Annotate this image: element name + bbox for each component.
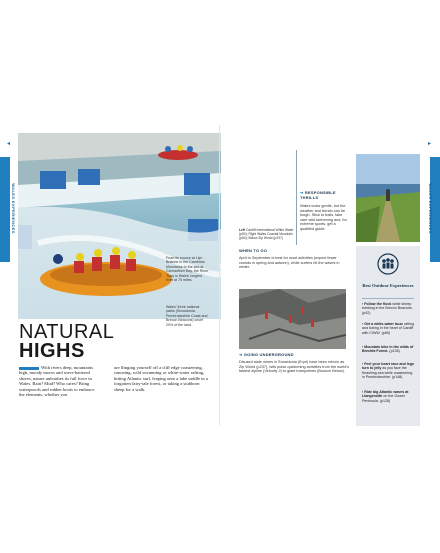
- rafting-photo: [18, 133, 221, 319]
- photo-credit-label: Left: [239, 228, 246, 232]
- left-side-tab-label: WALES EXPERIENCES: [10, 183, 16, 234]
- chevron-left-icon[interactable]: ◂: [7, 141, 11, 147]
- when-to-go-text: April to September is best for most activities (expect fewer crowds in spring and autumn), while surfers hit the waves in winter.: [239, 256, 340, 270]
- going-underground-text: Disused slate mines in Snowdonia (Eryri) have been reborn as Zip World (p237), with pulse-quickening activities from the world's fastest zipline (Velocity 2) to giant trampolines (Bounce Below).: [239, 360, 349, 374]
- arrow-right-icon: ➜: [239, 352, 244, 357]
- intro-text-col1: With rivers deep, mountains high, moody moors and wave-battered shores, nature unleashes its full force in Wales. Rain? Mud? Who cares? Bring waterproofs and rubber boots to embrace the elements, whether you: [19, 365, 95, 398]
- going-underground-heading: [239, 352, 349, 357]
- best-outdoor-item-3: › Mountain bike in the wilds of Brechfa Forest. (p136): [362, 345, 414, 354]
- best-outdoor-item-5: › Ride big Atlantic waves at Llangennith on the Gower Peninsula. (p128): [362, 390, 409, 403]
- responsible-heading-text: RESPONSIBLE THRILLS: [300, 190, 336, 200]
- page-gutter: [219, 125, 220, 425]
- photo-credit-text: Cardiff International White Water (p90); Right Wales Coastal Mountain (p54); Below Zip World (p237): [239, 228, 294, 240]
- arrow-right-icon: ➜: [300, 190, 305, 195]
- best-outdoor-title: Best Outdoor Experiences: [362, 283, 414, 288]
- margin-note-river-towy: From its source at Llyn Brianne in the Cambrian Mountains to the sea at Carmarthen Bay, the River Towy is Wales' longest river at 75 miles.: [166, 256, 209, 283]
- headline-highs: HIGHS: [19, 340, 85, 362]
- responsible-heading: [300, 190, 350, 200]
- best-outdoor-item-1-text: while sheep trekking in the Brecon Beacons. (p92): [362, 302, 413, 315]
- best-outdoor-item-4-text: as you face the thrashing sea while coasteering in Pembrokeshire. (p148): [362, 366, 413, 379]
- best-outdoor-rule: [362, 298, 414, 299]
- best-outdoor-item-1: › Follow the flock while sheep trekking in the Brecon Beacons. (p92): [362, 302, 413, 315]
- photo-credit: [239, 228, 297, 240]
- chevron-right-icon[interactable]: ▸: [428, 141, 432, 147]
- intro-text-col2: are flinging yourself off a cliff edge coasteering, canoeing, wild swimming or white-water rafting, hitting Atlantic surf, leaping onto a lake saddle in a forgotten fairy-tale forest, or taking a stubborn sheep for a walk.: [114, 365, 208, 392]
- people-group-icon: [377, 253, 399, 275]
- best-outdoor-item-5-text: on the Gower Peninsula. (p128): [362, 394, 405, 403]
- best-outdoor-item-2: › Get a white-water buzz rafting and tubing in the heart of Cardiff with CIWW. (p89): [362, 322, 414, 335]
- best-outdoor-item-3-text: (p136): [389, 349, 400, 354]
- best-outdoor-item-3-bold: Mountain bike in the wilds of Brechfa Forest.: [362, 345, 414, 354]
- best-outdoor-item-4-bold: Feel your heart race and legs turn to jelly: [362, 362, 414, 371]
- best-outdoor-item-4: › Feel your heart race and legs turn to jelly as you face the thrashing sea while coasteering in Pembrokeshire. (p148): [362, 362, 414, 379]
- best-outdoor-item-2-text: rafting and tubing in the heart of Cardiff with CIWW. (p89): [362, 322, 414, 335]
- coastal-hiker-photo: [356, 154, 420, 242]
- best-outdoor-item-1-bold: Follow the flock: [364, 302, 392, 306]
- left-side-tab: [0, 157, 10, 262]
- going-underground-heading-text: GOING UNDERGROUND: [243, 352, 294, 357]
- when-to-go-heading: WHEN TO GO: [239, 248, 268, 253]
- right-side-tab-label: WALES EXPERIENCES: [427, 183, 433, 234]
- headline-natural: NATURAL: [19, 321, 115, 343]
- margin-note-national-parks: Wales' three national parks (Snowdonia, Pembrokeshire Coast and Brecon Beacons) cover 20% of the land.: [166, 305, 208, 327]
- slate-mine-photo: [239, 289, 346, 349]
- responsible-text: Wales looks gentle, but the weather and terrain can be tough. Stick to trails, take care wild swimming and, for extreme sports, get a qualified guide.: [300, 204, 347, 231]
- best-outdoor-item-5-bold: Ride big Atlantic waves at Llangennith: [362, 390, 409, 399]
- best-outdoor-item-2-bold: Get a white-water buzz: [364, 322, 403, 326]
